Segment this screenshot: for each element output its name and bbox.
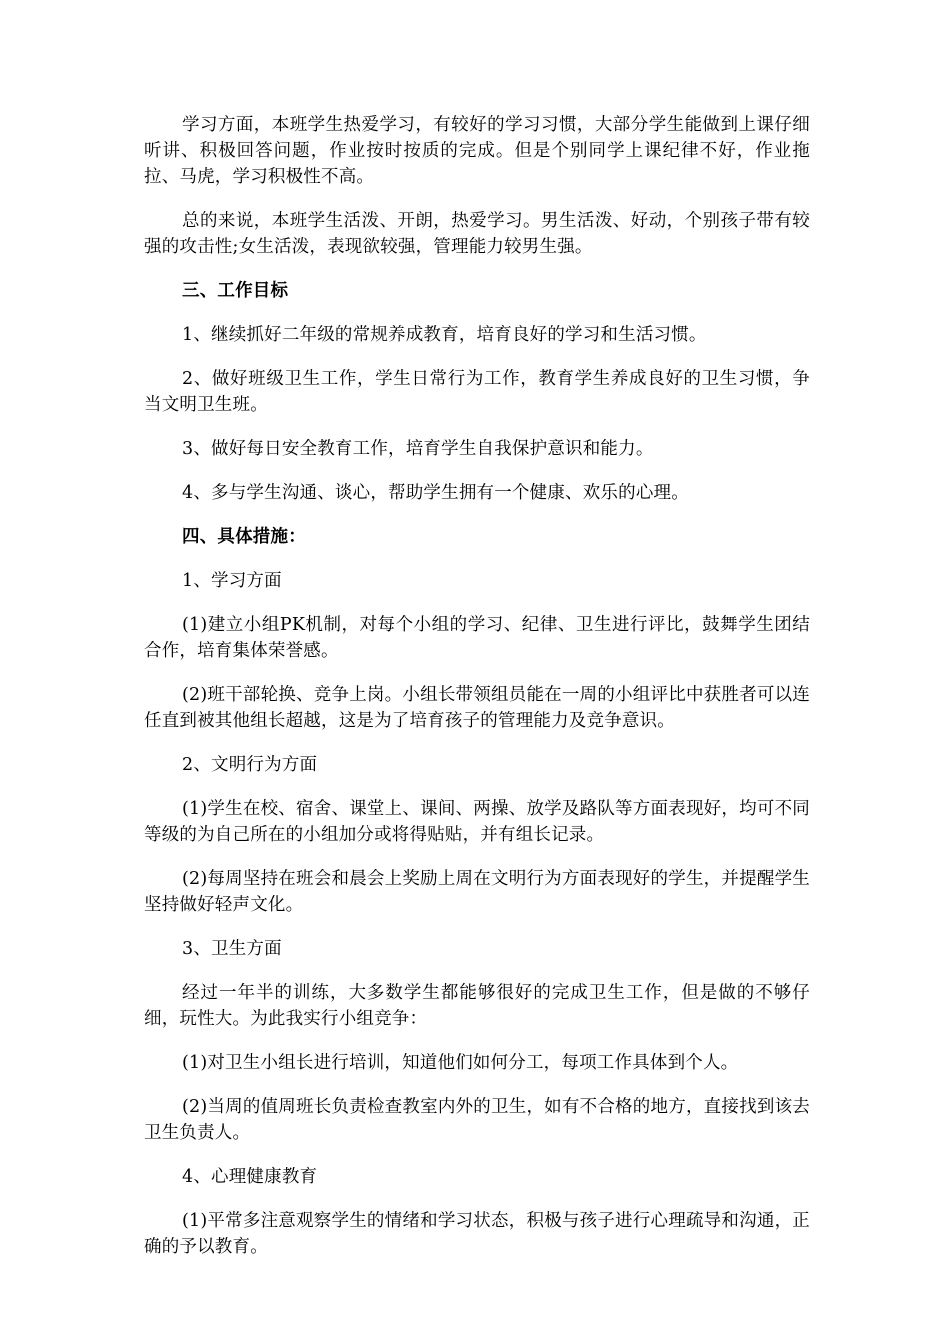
paragraph-study-overview: 学习方面，本班学生热爱学习，有较好的学习习惯，大部分学生能做到上课仔细听讲、积极回答问题，作业按时按质的完成。但是个别同学上课纪律不好，作业拖拉、马虎，学习积极性不高。 — [144, 115, 810, 187]
subheading-study: 1、学习方面 — [182, 571, 282, 591]
goal-item-3: 3、做好每日安全教育工作，培育学生自我保护意识和能力。 — [182, 439, 654, 459]
hygiene-intro: 经过一年半的训练，大多数学生都能够很好的完成卫生工作，但是做的不够仔细，玩性大。为此我实行小组竞争： — [144, 983, 810, 1029]
behavior-measure-2: (2)每周坚持在班会和晨会上奖励上周在文明行为方面表现好的学生，并提醒学生坚持做好轻声文化。 — [144, 869, 810, 915]
hygiene-measure-1: (1)对卫生小组长进行培训，知道他们如何分工，每项工作具体到个人。 — [182, 1053, 739, 1073]
mental-health-measure-1: (1)平常多注意观察学生的情绪和学习状态，积极与孩子进行心理疏导和沟通，正确的予以教育。 — [144, 1211, 810, 1257]
behavior-measure-1: (1)学生在校、宿舍、课堂上、课间、两操、放学及路队等方面表现好，均可不同等级的为自己所在的小组加分或将得贴贴，并有组长记录。 — [144, 799, 810, 845]
subheading-hygiene: 3、卫生方面 — [182, 939, 282, 959]
goal-item-4: 4、多与学生沟通、谈心，帮助学生拥有一个健康、欢乐的心理。 — [182, 483, 689, 503]
goal-item-1: 1、继续抓好二年级的常规养成教育，培育良好的学习和生活习惯。 — [182, 325, 707, 345]
subheading-mental-health: 4、心理健康教育 — [182, 1167, 318, 1187]
paragraph-class-summary: 总的来说，本班学生活泼、开朗，热爱学习。男生活泼、好动，个别孩子带有较强的攻击性;女生活泼，表现欲较强，管理能力较男生强。 — [144, 211, 810, 257]
subheading-civilized-behavior: 2、文明行为方面 — [182, 755, 318, 775]
document-body — [144, 112, 810, 1278]
study-measure-2: (2)班干部轮换、竞争上岗。小组长带领组员能在一周的小组评比中获胜者可以连任直到被其他组长超越，这是为了培育孩子的管理能力及竞争意识。 — [144, 685, 810, 731]
heading-work-goals: 三、工作目标 — [182, 281, 289, 301]
hygiene-measure-2: (2)当周的值周班长负责检查教室内外的卫生，如有不合格的地方，直接找到该去卫生负责人。 — [144, 1097, 810, 1143]
study-measure-1: (1)建立小组PK机制，对每个小组的学习、纪律、卫生进行评比，鼓舞学生团结合作，培育集体荣誉感。 — [144, 615, 810, 661]
goal-item-2: 2、做好班级卫生工作，学生日常行为工作，教育学生养成良好的卫生习惯，争当文明卫生班。 — [144, 369, 810, 415]
heading-measures: 四、具体措施： — [182, 527, 306, 547]
